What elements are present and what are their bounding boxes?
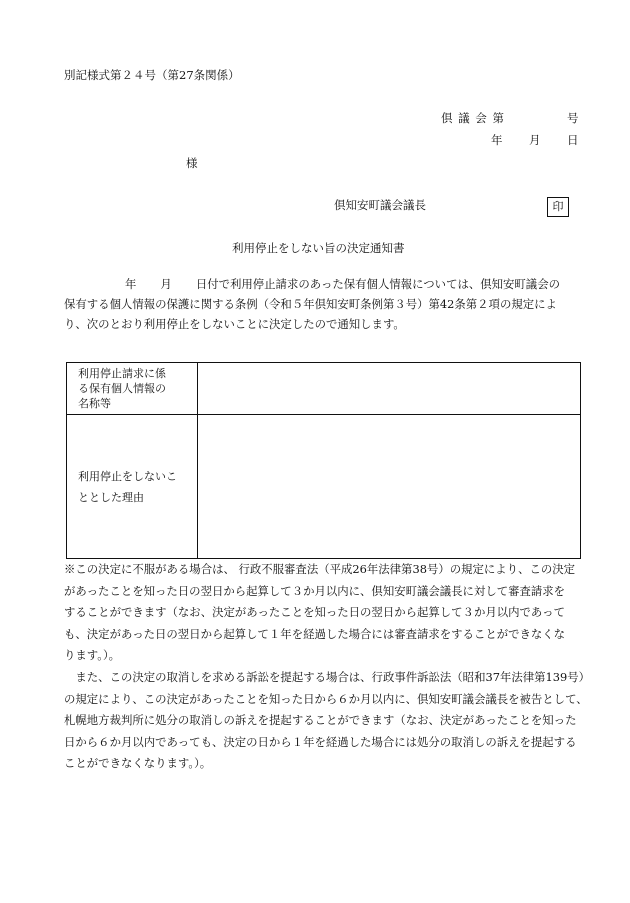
document-title: 利用停止をしない旨の決定通知書 (232, 241, 405, 255)
table-label-cell (67, 363, 198, 415)
note-line: があったことを知った日の翌日から起算して３か月以内に、倶知安町議会議長に対して審査請求を (64, 583, 566, 598)
table-label-cell (67, 415, 198, 559)
document-number-suffix: 号 (567, 111, 579, 125)
table-value-cell[interactable] (198, 415, 581, 559)
note-line: も、決定があった日の翌日から起算して１年を経過した場合には審査請求をすることができなくな (64, 626, 566, 641)
form-number: 別記様式第２４号（第27条関係） (64, 68, 240, 82)
body-line-3: り、次のとおり利用停止をしないことに決定したので通知します。 (64, 317, 405, 331)
note-line: 札幌地方裁判所に処分の取消しの訴えを提起することができます（なお、決定があったことを知った (64, 713, 577, 728)
note-line: 日から６か月以内であっても、決定の日から１年を経過した場合には処分の取消しの訴えを提起する (64, 734, 577, 749)
body-paragraph (64, 274, 584, 334)
date-month: 月 (529, 133, 541, 147)
note-line: の規定により、この決定があったことを知った日から６か月以内に、倶知安町議会議長を被告として、 (64, 691, 588, 706)
notes-section (64, 559, 591, 775)
note-line: ことができなくなります。）。 (64, 756, 212, 771)
seal-box: 印 (547, 197, 569, 217)
info-table (66, 362, 581, 559)
table-label: 利用停止をしないこ ととした理由 (78, 469, 177, 504)
body-year: 年 (125, 277, 137, 291)
note-line: することができます（なお、決定があったことを知った日の翌日から起算して３か月以内であって (64, 605, 565, 620)
addressee-suffix: 様 (186, 156, 198, 170)
table-value-cell[interactable] (198, 363, 581, 415)
note-line: ※この決定に不服がある場合は、 行政不服審査法（平成26年法律第38号）の規定により、この決定 (64, 562, 576, 576)
sender-name: 倶知安町議会議長 (334, 198, 426, 212)
body-line-1: 年 月 日付で利用停止請求のあった保有個人情報については、倶知安町議会の (125, 277, 560, 291)
date-year: 年 (491, 133, 503, 147)
table-row (67, 415, 581, 559)
table-row (67, 363, 581, 415)
note-line: また、この決定の取消しを求める訴訟を提起する場合は、行政事件訴訟法（昭和37年法律第139号） (64, 669, 591, 684)
body-line-2: 保有する個人情報の保護に関する条例（令和５年倶知安町条例第３号）第42条第２項の規定によ (64, 297, 557, 311)
date-day: 日 (567, 133, 579, 147)
table-label: 利用停止請求に係 る保有個人情報の 名称等 (78, 367, 166, 410)
document-number-prefix: 倶 議 会 第 (441, 111, 505, 125)
body-month: 月 (160, 277, 172, 291)
note-line: ります。）。 (64, 648, 121, 663)
